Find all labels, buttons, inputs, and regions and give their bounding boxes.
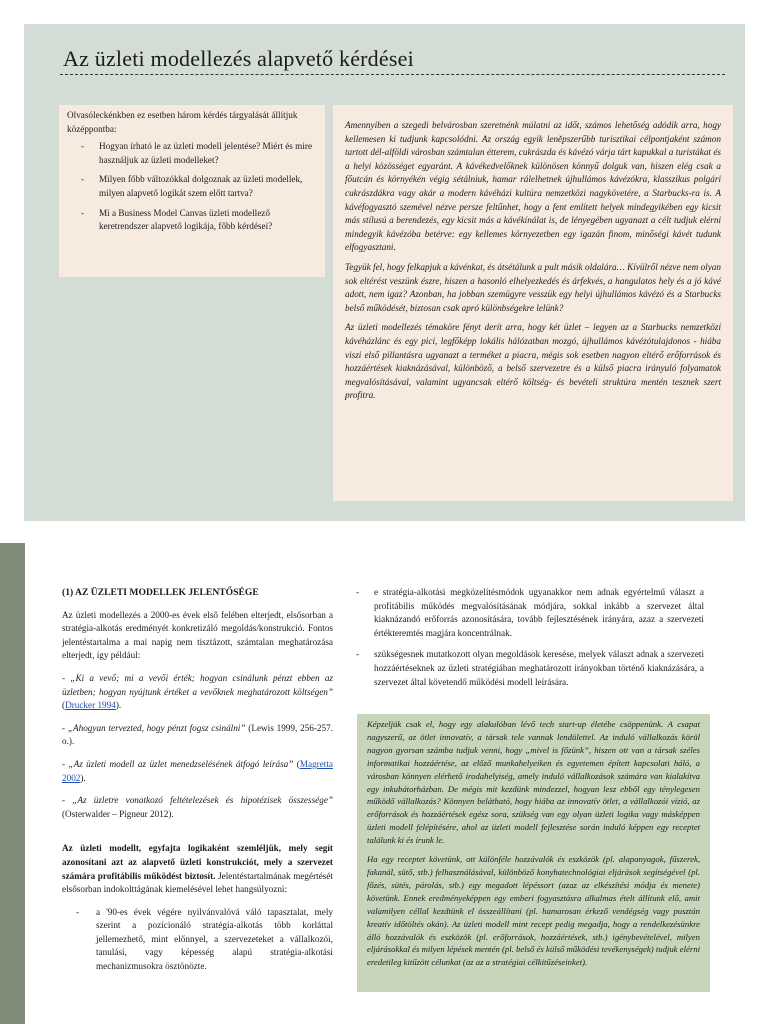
side-accent-bar xyxy=(0,543,25,1024)
example-paragraph: Ha egy receptet követünk, ott különféle hozzávalók és eszközök (pl. alapanyagok, fűszerek, fakanál, sütő, stb.) felhasználásával, különböző konyhatechnológiai eljárások segítségével (pl. főzés, sütés, párolás, stb.) egy megadott lépéssort (azaz az elkészítési módja és menete) követünk. Ennek eredményeképpen egy emberi fogyasztásra alkalmas ételt állítunk elő, amit valamilyen céllal kezdtünk el összeállítani (pl. hamarosan érkező vendégség vagy pusztán kreatív időtöltés okán). Az üzleti modell mint recept pedig megadja, hogy a rendelkezésünkre álló hozzávalók és eszközök (pl. erőforrások, hozzáértések, stb.) igénybevételével, milyen eljárásokkal és milyen lépések mentén (pl. belső és külső működési tevékenységek) tudjuk elérni eredetileg kitűzött célunkat (az az a stratégiai célkitűzéseinket). xyxy=(367,854,700,968)
definition-quote: „Ahogyan tervezted, hogy pénzt fogsz csinálni” xyxy=(67,722,246,733)
question-item: - Hogyan írható le az üzleti modell jelentése? Miért és mire használjuk az üzleti modelleket? xyxy=(67,140,317,167)
definition-citation-end: ). xyxy=(115,700,122,711)
definition-prefix: - xyxy=(62,722,68,733)
definition-quote: „Az üzleti modell az üzlet menedzselésének átfogó leírása” xyxy=(68,758,294,769)
example-paragraph: Képzeljük csak el, hogy egy alakulóban lévő tech start-up életébe csöppenünk. A csapat nagyszerű, az ötlet innovatív, a társak tele vannak lendülettel. Az induló vállalkozás körül nagyon gyorsan számba tudjuk venni, hogy „mivel is főzünk”, hiszen ott van a társak széles informatikai hozzáértése, az előző munkahelyeiken és egyetemen épített kapcsolati háló, a városban könnyen elérhető irodahelyiség, amely induló vállalkozások számára van kialakítva egy inkubátorházban. De mégis mit kezdünk mindezzel, hogyan lesz ebből egy ténylegesen működő vállalkozás? Könnyen belátható, hogy hiába az innovatív ötlet, a vállalkozói vízió, az erőforrások és hozzáértések egész sora, szükség van egy olyan üzleti logika vagy másképpen üzleti modell felépítésére, ahol az üzleti modell fejlesztése során induló képpen egy receptet találunk ki és írunk le. xyxy=(367,719,700,846)
after-bold-text: Jelentéstartalmának megértését elsősorban indokolttágának kiemelésével lehet hangsúlyozni: xyxy=(62,870,333,895)
definition-citation: (Osterwalder – Pigneur 2012). xyxy=(62,808,174,819)
definition-item xyxy=(62,758,333,785)
definition-prefix: - xyxy=(62,795,73,806)
definition-quote: „Az üzletre vonatkozó feltételezések és hipotézisek összessége” xyxy=(72,795,334,806)
definition-citation: (Lewis 1999, 256-257. o.). xyxy=(62,722,334,747)
reason-list-right xyxy=(354,586,704,689)
story-paragraph: Amennyiben a szegedi belvárosban szeretnénk múlatni az időt, számos lehetőség adódik arra, hogy kellemesen ki tudjunk kapcsolódni. Az ország egyik leněpszerűbb turisztikai célpontjaként számon tartott dél-alföldi városban számtalan étterem, cukrászda és kávézó várja tárt kapukkal a turistákat és a helyi közösséget egyaránt. A kávékedvelőknek különösen könnyű dolguk van, hiszen elég csak a főutcán és környékén végig sétálniuk, hamar rálelhetnek újhullámos kávézókra, klasszikus polgári cukrászdákra vagy akár a modern kávéházi kultúra nemzetközi nagykövetére, a Starbucks-ra is. A kávéfogyasztó szemével nézve persze feltűnhet, hogy a fent említett helyek mindegyikében egy kicsit más stílusú a berendezés, egy kicsit más a kávékínálat is, de lényegében ugyanazt a célt tudjuk elérni mindegyik kávézóba betérve: egy kellemes környezetben egy igazán finom, minőségi kávét tudunk elfogyasztani. xyxy=(345,120,721,253)
header-panel xyxy=(24,24,745,521)
question-item: - Mi a Business Model Canvas üzleti modellező keretrendszer alapvető logikája, főbb kérdései? xyxy=(67,207,317,234)
definition-citation: ( xyxy=(293,758,300,769)
reason-item: - szükségesnek mutatkozott olyan megoldások keresése, melyek választ adnak a szervezeti hozzáértéseknek az üzleti stratégiában meghatározott irányokban történő kiaknázására, a szervezet által követendő működési modell leírására. xyxy=(354,648,704,689)
bold-statement: Az üzleti modellt, egyfajta logikaként szemléljük, mely segít azonosítani azt az alapvető üzleti konstrukciót, mely a szervezet számára profitábilis működést biztosít. xyxy=(62,843,333,881)
definition-item xyxy=(62,794,333,821)
reason-item: - e stratégia-alkotási megközelítésmódok ugyanakkor nem adnak egyértelmű választ a profitábilis működés megvalósításának módjára, sokkal inkább a szervezet által kiaknázandó erőforrás azonosítására, tovább fejlesztésének irányára, azaz a szervezeti értékteremtés magjára koncentrálnak. xyxy=(354,586,704,640)
question-item: - Milyen főbb változókkal dolgoznak az üzleti modellek, milyen alapvető logikát szem előtt tartva? xyxy=(67,173,317,200)
reason-item: - a '90-es évek végére nyilvánvalóvá váló tapasztalat, mely szerint a pozícionáló stratégia-alkotás több korláttal jellemezhető, mint előnnyel, a szervezeteket a vállalkozói, tanulási, vagy képesség alapú stratégia-alkotási mechanizmusokra ösztönözte. xyxy=(62,906,333,974)
question-list xyxy=(67,140,317,234)
citation-link[interactable]: Drucker 1994 xyxy=(65,700,116,711)
intro-box xyxy=(59,105,325,277)
right-column xyxy=(354,586,704,697)
title-divider xyxy=(60,74,725,75)
section-heading: (1) AZ ÜZLETI MODELLEK JELENTŐSÉGE xyxy=(62,587,259,598)
spacer xyxy=(62,830,333,842)
definition-citation-end: ). xyxy=(80,772,86,783)
intro-lead: Olvasóleckénkben ez esetben három kérdés tárgyalását állítjuk középpontba: xyxy=(67,110,298,134)
citation-link[interactable]: Magretta 2002 xyxy=(62,758,333,783)
section-intro: Az üzleti modellezés a 2000-es évek első felében elterjedt, elsősorban a stratégia-alkotás eredményét konkretizáló megoldás/konstrukció. Fontos jelentéstartalma a mai napig nem tisztázott, számtalan meghatározása elterjedt, így például: xyxy=(62,609,333,661)
definition-citation: ( xyxy=(62,700,66,711)
definition-prefix: - xyxy=(62,758,69,769)
left-column xyxy=(62,586,333,980)
example-box xyxy=(357,714,710,992)
definition-item xyxy=(62,722,333,749)
definition-prefix: - xyxy=(62,672,71,683)
reason-list-left xyxy=(62,906,333,974)
story-box xyxy=(333,105,733,501)
page-title: Az üzleti modellezés alapvető kérdései xyxy=(63,46,414,71)
key-definition xyxy=(62,842,333,896)
story-paragraph: Tegyük fel, hogy felkapjuk a kávénkat, és átsétálunk a pult másik oldalára… Kívülről nézve nem olyan sok eltérést veszünk észre, hiszen a hasonló elhelyezkedés és árfekvés, a hangulatos hely és a jó kávé adott, nem igaz? Azonban, ha jobban szemügyre vesszük egy helyi újhullámos kávézó és a Starbucks belső működését, biztosan csak apró különbségekre lelünk? xyxy=(345,261,721,313)
definition-quote: „Ki a vevő; mi a vevői érték; hogyan csinálunk pénzt ebben az üzletben; hogyan nyújtunk értéket a vevőknek meghatározott költségen” xyxy=(62,672,333,697)
story-paragraph: Az üzleti modellezés témaköre fényt derít arra, hogy két üzlet – legyen az a Starbucks nemzetközi kávéházlánc és egy pici, legfőképp lokális hálózatban mozgó, újhullámos kávézótulajdonos - hiába viszi első pillantásra ugyanazt a terméket a piacra, mégis sok esetben nagyon eltérő erőforrások és hozzáértések kiaknázásával, különböző, a belső szervezetre és a külső piacra irányuló folyamatok megvalósításával, valamint ugyancsak eltérő költség- és bevételi struktúra mentén tesznek szert profitra. xyxy=(345,322,721,401)
definition-item xyxy=(62,672,333,713)
